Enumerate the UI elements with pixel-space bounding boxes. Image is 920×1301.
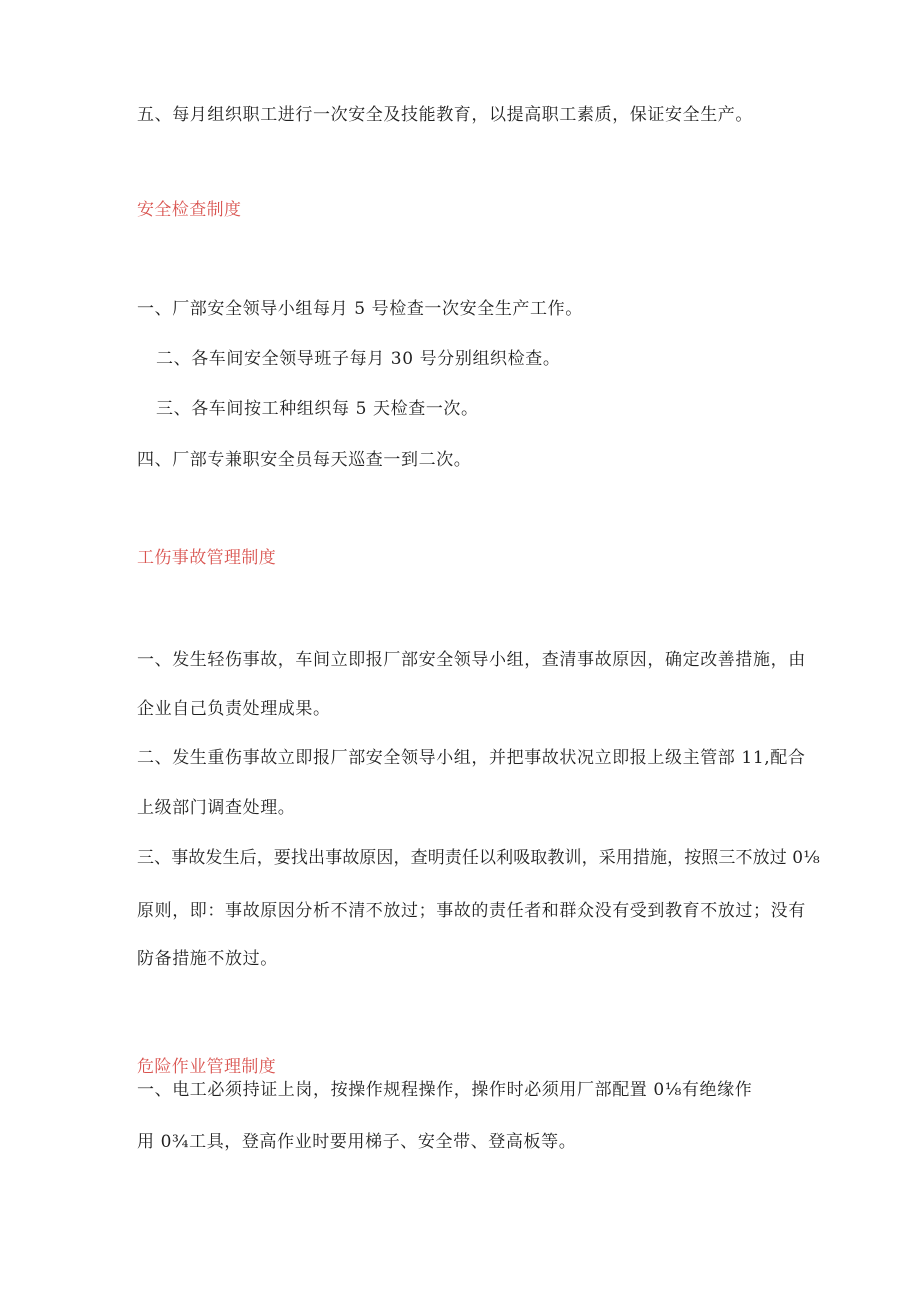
- inspection-item-2: 二、各车间安全领导班子每月 30 号分别组织检查。: [156, 349, 561, 369]
- hazard-line-2: 用 0¾工具，登高作业时要用梯子、安全带、登高板等。: [137, 1132, 577, 1152]
- inspection-section-title: 安全检查制度: [137, 200, 242, 220]
- inspection-item-1: 一、厂部安全领导小组每月 5 号检查一次安全生产工作。: [137, 299, 583, 319]
- injury-line-2: 企业自己负责处理成果。: [137, 699, 331, 719]
- injury-line-6: 原则，即：事故原因分析不清不放过；事故的责任者和群众没有受到教育不放过；没有: [137, 901, 806, 921]
- hazard-line-1: 一、电工必须持证上岗，按操作规程操作，操作时必须用厂部配置 0⅛有绝缘作: [137, 1080, 753, 1100]
- intro-item-5: 五、每月组织职工进行一次安全及技能教育，以提高职工素质，保证安全生产。: [137, 105, 753, 125]
- injury-line-1: 一、发生轻伤事故，车间立即报厂部安全领导小组，查清事故原因，确定改善措施，由: [137, 650, 806, 670]
- injury-line-3: 二、发生重伤事故立即报厂部安全领导小组，并把事故状况立即报上级主管部 11,配合: [137, 748, 806, 768]
- injury-line-5: 三、事故发生后，要找出事故原因，查明责任以利吸取教训，采用措施，按照三不放过 0⅛: [137, 848, 820, 868]
- hazard-section-title: 危险作业管理制度: [137, 1057, 277, 1077]
- injury-line-4: 上级部门调查处理。: [137, 798, 296, 818]
- inspection-item-4: 四、厂部专兼职安全员每天巡查一到二次。: [137, 450, 472, 470]
- injury-section-title: 工伤事故管理制度: [137, 548, 277, 568]
- injury-line-7: 防备措施不放过。: [137, 949, 278, 969]
- inspection-item-3: 三、各车间按工种组织每 5 天检查一次。: [156, 399, 479, 419]
